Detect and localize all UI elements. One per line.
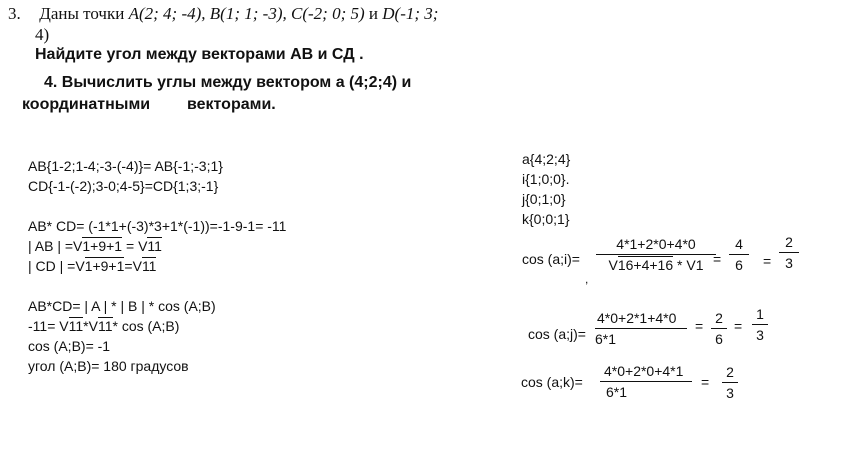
vector-a-line: a{4;2;4} — [522, 151, 571, 167]
task3-line1 — [8, 4, 438, 24]
task4-line2-a: координатными — [22, 96, 151, 113]
cos-aj-fraction — [595, 310, 687, 347]
task4-line2 — [22, 96, 276, 114]
abs-ab-radicand-1: 1+9+1 — [82, 238, 123, 254]
sqrt-sign: V — [88, 318, 98, 334]
abs-ab-radicand-2: 11 — [147, 238, 162, 254]
eq-prefix: -11= — [28, 318, 60, 334]
point-c: C(-2; 0; 5) — [291, 4, 365, 23]
cos-aj-numerator: 4*0+2*1+4*0 — [597, 310, 677, 326]
vector-k-line: k{0;0;1} — [522, 211, 570, 227]
sqrt-sign: V — [138, 238, 148, 254]
cos-ak-fraction — [600, 363, 692, 400]
eq-radicand-1: 11 — [68, 318, 84, 334]
cos-aj-f2-denominator: 6 — [715, 331, 723, 347]
cos-ai-fraction-2 — [729, 236, 749, 273]
cos-aj-fraction-3 — [752, 306, 768, 343]
cos-ai-eq-2: = — [763, 253, 772, 269]
cos-ak-eq-1: = — [701, 374, 710, 390]
cos-ai-f2-numerator: 4 — [735, 236, 743, 252]
sqrt-sign: V — [59, 318, 69, 334]
task4-line2-b: векторами. — [187, 96, 276, 113]
abs-cd-line — [28, 257, 156, 275]
abs-ab-prefix: | AB | = — [28, 238, 74, 254]
cos-aj-denominator: 6*1 — [595, 331, 617, 347]
abs-ab-line — [28, 237, 162, 255]
sqrt-sign: V — [75, 258, 85, 274]
cos-aj-label: cos (a;j)= — [528, 326, 586, 342]
cos-aj-eq-2: = — [734, 318, 743, 334]
task3-number: 3. — [8, 4, 21, 23]
cos-aj-fraction-2 — [711, 310, 727, 347]
cos-aj-f3-numerator: 1 — [756, 306, 764, 322]
sqrt-sign: V — [132, 258, 142, 274]
cos-aj-f3-denominator: 3 — [756, 327, 764, 343]
abs-ab-eq: = — [122, 238, 139, 254]
abs-cd-radicand-2: 11 — [141, 258, 157, 274]
cosine-equation-line — [28, 317, 179, 335]
cosine-formula-line: AB*CD= | A | * | B | * cos (A;B) — [28, 298, 216, 314]
cos-ai-numerator: 4*1+2*0+4*0 — [616, 236, 696, 252]
vector-j-line: j{0;1;0} — [522, 191, 566, 207]
dot-product-line: AB* CD= (-1*1+(-3)*3+1*(-1))=-1-9-1= -11 — [28, 218, 287, 234]
cos-ak-numerator: 4*0+2*0+4*1 — [604, 363, 684, 379]
task3-intro: Даны точки — [39, 4, 125, 23]
cos-ai-eq-1: = — [713, 251, 722, 267]
cos-ai-fraction — [596, 236, 716, 273]
point-a: A(2; 4; -4), — [128, 4, 206, 23]
point-d: D(-1; 3; — [382, 4, 439, 23]
cos-ai-f3-numerator: 2 — [785, 234, 793, 250]
cos-ai-fraction-3 — [779, 234, 799, 271]
vector-i-line: i{1;0;0}. — [522, 171, 570, 187]
point-b: B(1; 1; -3), — [209, 4, 287, 23]
abs-cd-eq: = — [124, 258, 133, 274]
vector-ab-line: AB{1-2;1-4;-3-(-4)}= AB{-1;-3;1} — [28, 158, 223, 174]
eq-times: * — [83, 318, 89, 334]
and-word: и — [368, 4, 379, 23]
vector-cd-line: CD{-1-(-2);3-0;4-5}=CD{1;3;-1} — [28, 178, 219, 194]
abs-cd-radicand-1: 1+9+1 — [84, 258, 125, 274]
cos-ak-f2-numerator: 2 — [726, 364, 734, 380]
sqrt-sign: V — [608, 257, 618, 273]
task4-line1: 4. Вычислить углы между вектором a (4;2;4) и — [44, 74, 412, 91]
cos-ak-f2-denominator: 3 — [726, 385, 734, 401]
angle-result-line: угол (A;B)= 180 градусов — [28, 358, 189, 374]
cos-ai-f3-denominator: 3 — [785, 255, 793, 271]
cos-ai-f2-denominator: 6 — [735, 257, 743, 273]
sqrt-sign: V — [73, 238, 83, 254]
eq-radicand-2: 11 — [97, 318, 113, 334]
cos-ak-label: cos (a;k)= — [521, 374, 583, 390]
task3-question: Найдите угол между векторами AB и СД . — [35, 46, 364, 63]
cos-ak-fraction-2 — [722, 364, 738, 401]
cos-ai-label: cos (a;i)= — [522, 251, 580, 267]
cos-ai-den-radicand: 16+4+16 — [617, 257, 674, 273]
cos-ai-denominator — [596, 255, 716, 273]
cos-ak-denominator: 6*1 — [606, 384, 628, 400]
abs-cd-prefix: | CD | = — [28, 258, 76, 274]
point-d-continuation: 4) — [35, 25, 50, 44]
cos-ai-den-suffix: * V1 — [673, 257, 704, 273]
cosine-result-line: cos (A;B)= -1 — [28, 338, 111, 354]
eq-suffix: * cos (A;B) — [112, 318, 180, 334]
cos-aj-eq-1: = — [695, 318, 704, 334]
cos-aj-f2-numerator: 2 — [715, 310, 723, 326]
stray-mark: , — [585, 272, 589, 286]
